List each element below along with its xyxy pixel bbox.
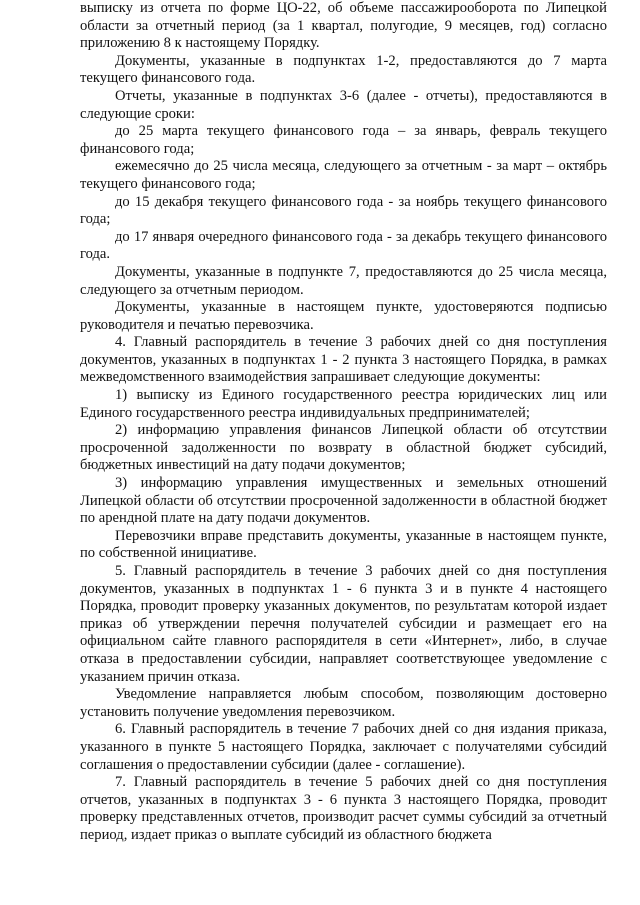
paragraph: 6. Главный распорядитель в течение 7 рабочих дней со дня издания приказа, указанного в пункте 5 настоящего Порядка, заключает с получателями субсидий соглашения о предоставлении субсидии (далее - соглашение). [80, 721, 607, 773]
paragraph: 5. Главный распорядитель в течение 3 рабочих дней со дня поступления документов, указанных в подпунктах 1 - 6 пункта 3 и в пункте 4 настоящего Порядка, проводит проверку указанных документов, по результатам которой издает приказ об утверждении перечня получателей субсидии и размещает его на официальном сайте главного распорядителя в сети «Интернет», либо, в случае отказа в предоставлении субсидии, направляет соответствующее уведомление с указанием причин отказа. [80, 563, 607, 685]
paragraph: ежемесячно до 25 числа месяца, следующего за отчетным - за март – октябрь текущего финансового года; [80, 158, 607, 192]
document-page [80, 0, 607, 845]
paragraph: 1) выписку из Единого государственного реестра юридических лиц или Единого государственного реестра индивидуальных предпринимателей; [80, 387, 607, 421]
paragraph: Документы, указанные в настоящем пункте, удостоверяются подписью руководителя и печатью перевозчика. [80, 299, 607, 333]
paragraph: Документы, указанные в подпункте 7, предоставляются до 25 числа месяца, следующего за отчетным периодом. [80, 263, 607, 298]
paragraph: до 17 января очередного финансового года - за декабрь текущего финансового года. [80, 228, 607, 263]
paragraph: 7. Главный распорядитель в течение 5 рабочих дней со дня поступления отчетов, указанных в подпунктах 3 - 6 пункта 3 настоящего Порядка, проводит проверку представленных отчетов, производит расчет суммы субсидий за отчетный период, издает приказ о выплате субсидий из областного бюджета [80, 774, 607, 843]
paragraph: Документы, указанные в подпунктах 1-2, предоставляются до 7 марта текущего финансового года. [80, 52, 607, 87]
paragraph: выписку из отчета по форме ЦО-22, об объеме пассажирооборота по Липецкой области за отчетный период (за 1 квартал, полугодие, 9 месяцев, год) согласно приложению 8 к настоящему Порядку. [80, 0, 607, 52]
paragraph: 3) информацию управления имущественных и земельных отношений Липецкой области об отсутствии просроченной задолженности в областной бюджет по арендной плате на дату подачи документов. [80, 475, 607, 527]
paragraph: до 25 марта текущего финансового года – за январь, февраль текущего финансового года; [80, 123, 607, 157]
paragraph: 4. Главный распорядитель в течение 3 рабочих дней со дня поступления документов, указанных в подпунктах 1 - 2 пункта 3 настоящего Порядка, в рамках межведомственного взаимодействия запрашивает следующие документы: [80, 334, 607, 386]
paragraph: Уведомление направляется любым способом, позволяющим достоверно установить получение уведомления перевозчиком. [80, 686, 607, 720]
paragraph: Отчеты, указанные в подпунктах 3-6 (далее - отчеты), предоставляются в следующие сроки: [80, 87, 607, 122]
paragraph: Перевозчики вправе представить документы, указанные в настоящем пункте, по собственной инициативе. [80, 527, 607, 562]
paragraph: 2) информацию управления финансов Липецкой области об отсутствии просроченной задолженности по возврату в областной бюджет субсидий, бюджетных инвестиций на дату подачи документов; [80, 422, 607, 474]
paragraph: до 15 декабря текущего финансового года - за ноябрь текущего финансового года; [80, 193, 607, 228]
